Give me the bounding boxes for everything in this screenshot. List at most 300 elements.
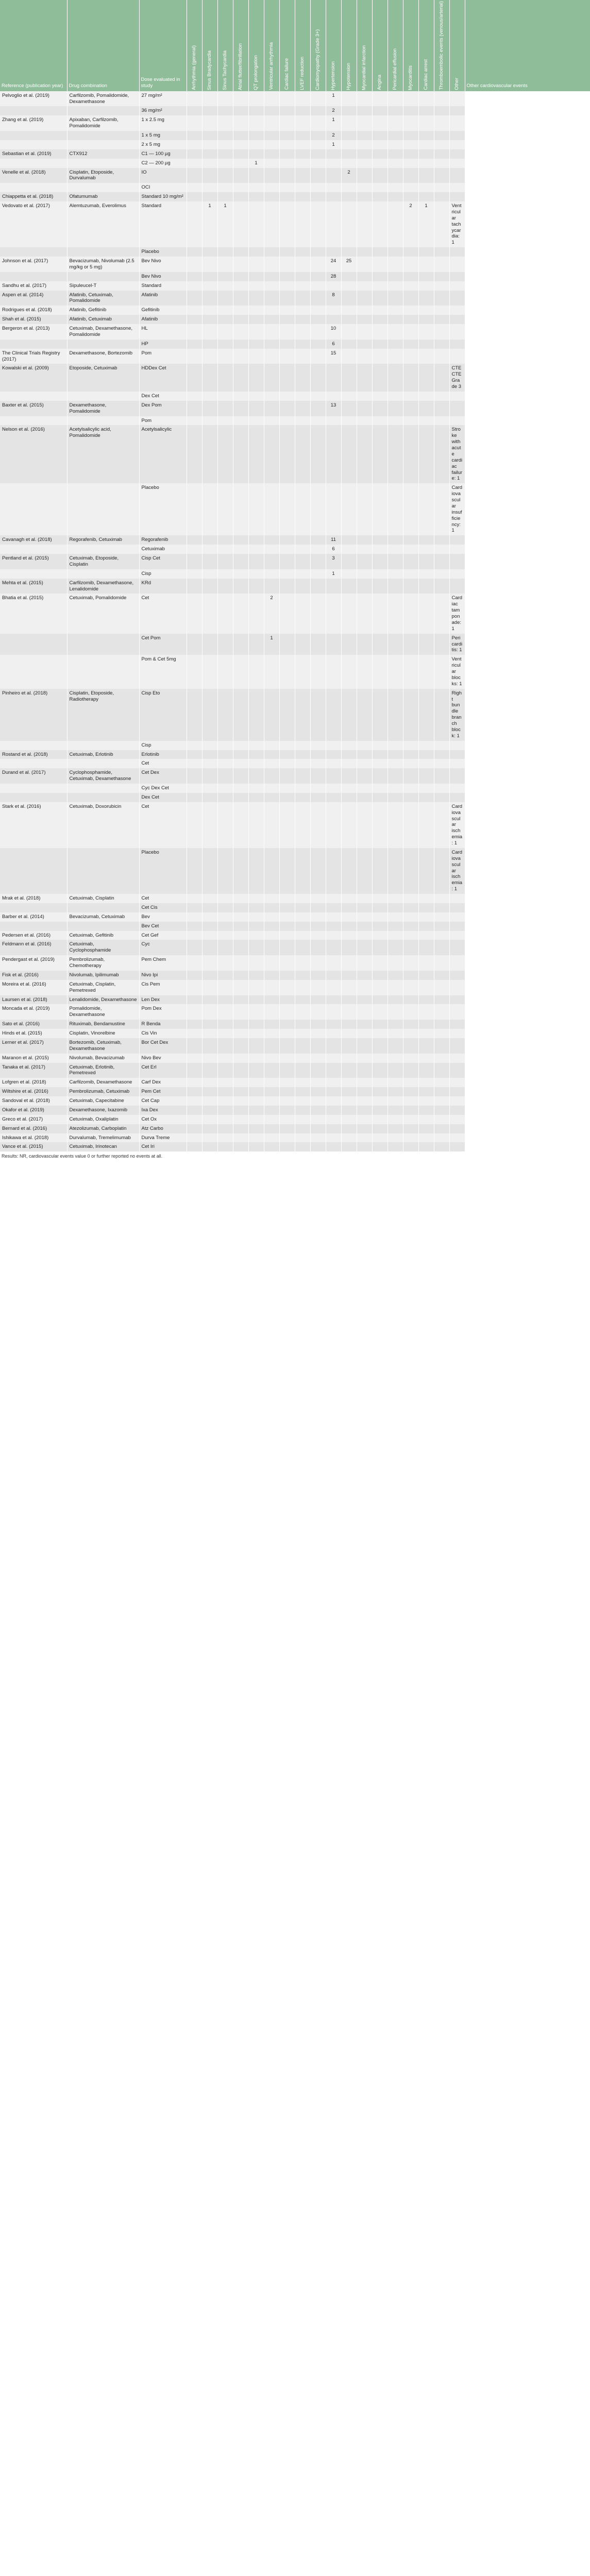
cell-count — [403, 1096, 418, 1106]
cell-other — [449, 416, 465, 426]
cell-count — [326, 1004, 341, 1020]
cell-count — [341, 364, 357, 392]
cell-dose: Cet Cap — [139, 1096, 187, 1106]
cell-count — [217, 955, 233, 971]
cell-count — [248, 955, 264, 971]
cell-count — [403, 425, 418, 483]
cell-count — [217, 971, 233, 980]
cell-count — [372, 425, 387, 483]
cell-count — [217, 115, 233, 131]
cell-count — [295, 1115, 310, 1124]
cell-drugs — [67, 140, 139, 149]
cell-drugs: Cisplatin, Vinorelbine — [67, 1029, 139, 1038]
cell-count — [434, 483, 449, 535]
cell-count — [310, 1078, 326, 1087]
cell-count — [217, 995, 233, 1005]
cell-count — [418, 980, 434, 995]
cell-count — [326, 1096, 341, 1106]
cell-count — [357, 759, 372, 768]
cell-count — [372, 955, 387, 971]
cell-count — [310, 579, 326, 594]
cell-other — [449, 1078, 465, 1087]
cell-study: Lofgren et al. (2018) — [0, 1078, 67, 1087]
cell-count — [372, 784, 387, 793]
cell-count — [233, 971, 248, 980]
cell-drugs — [67, 131, 139, 140]
cell-count — [357, 802, 372, 848]
cell-count — [372, 183, 387, 192]
cell-other — [449, 392, 465, 401]
cell-dose: 36 mg/m² — [139, 106, 187, 115]
cell-count — [279, 594, 295, 633]
cell-count — [187, 1029, 202, 1038]
cell-drugs — [67, 483, 139, 535]
cell-count — [248, 1038, 264, 1054]
cell-count — [403, 980, 418, 995]
cell-count — [310, 115, 326, 131]
cell-count: 1 — [326, 140, 341, 149]
cell-count — [295, 192, 310, 201]
cell-count — [326, 784, 341, 793]
table-row — [0, 980, 590, 995]
cell-count — [418, 894, 434, 903]
cell-count — [418, 483, 434, 535]
cell-count — [403, 483, 418, 535]
cell-count — [310, 750, 326, 759]
cell-dose: Pem Cet — [139, 1087, 187, 1096]
cell-count: 1 — [202, 201, 217, 247]
cell-other — [449, 324, 465, 340]
cell-count — [248, 315, 264, 324]
cell-drugs: Ofatumumab — [67, 192, 139, 201]
cell-count — [372, 192, 387, 201]
cell-count — [202, 340, 217, 349]
table-row — [0, 903, 590, 912]
cell-study: Pedersen et al. (2016) — [0, 931, 67, 940]
cell-count — [326, 1029, 341, 1038]
cell-count — [341, 594, 357, 633]
cell-count — [418, 554, 434, 569]
cell-count — [248, 1106, 264, 1115]
cell-count — [187, 416, 202, 426]
cell-drugs: Bevacizumab, Cetuximab — [67, 912, 139, 922]
cell-count — [372, 1133, 387, 1143]
cell-count — [418, 955, 434, 971]
cell-drugs: Cetuximab, Gefitinib — [67, 931, 139, 940]
cell-count — [279, 140, 295, 149]
cell-other: Ventricular blocks: 1 — [449, 655, 465, 688]
cell-count — [233, 159, 248, 168]
cell-count — [326, 759, 341, 768]
cell-count — [341, 106, 357, 115]
cell-count — [202, 349, 217, 364]
cell-count — [387, 995, 403, 1005]
cell-dose: C2 — 200 µg — [139, 159, 187, 168]
cell-count — [295, 115, 310, 131]
cell-count — [202, 1124, 217, 1133]
cell-count — [295, 340, 310, 349]
cell-count — [295, 392, 310, 401]
cell-count — [326, 306, 341, 315]
cell-count — [418, 750, 434, 759]
cell-count — [295, 554, 310, 569]
cell-count — [187, 848, 202, 894]
cell-count — [233, 1115, 248, 1124]
cell-count — [418, 903, 434, 912]
cell-count — [187, 281, 202, 291]
cell-count — [264, 272, 279, 281]
cell-count — [233, 1038, 248, 1054]
cell-count — [434, 257, 449, 272]
cell-count — [387, 1124, 403, 1133]
cell-other — [449, 784, 465, 793]
cell-study: Vedovato et al. (2017) — [0, 201, 67, 247]
table-row — [0, 802, 590, 848]
header-col-5: Ventricular arrhythmia — [264, 0, 279, 91]
cell-drugs — [67, 741, 139, 750]
cell-count — [248, 971, 264, 980]
cell-count — [248, 1063, 264, 1078]
cell-dose: Regorafenib — [139, 535, 187, 545]
table-row — [0, 1115, 590, 1124]
cell-count — [233, 759, 248, 768]
cell-count — [341, 1029, 357, 1038]
cell-count — [217, 131, 233, 140]
cell-study — [0, 759, 67, 768]
cell-count — [403, 995, 418, 1005]
cell-count — [202, 272, 217, 281]
cell-count — [187, 971, 202, 980]
cell-count — [248, 931, 264, 940]
cell-count — [372, 912, 387, 922]
cell-count — [326, 183, 341, 192]
cell-count — [357, 980, 372, 995]
cell-count — [434, 1133, 449, 1143]
cell-count — [310, 689, 326, 741]
cell-dose: Dex Cet — [139, 392, 187, 401]
cell-count — [295, 324, 310, 340]
cell-count — [279, 1133, 295, 1143]
cell-count — [341, 1124, 357, 1133]
cell-count — [357, 1087, 372, 1096]
cell-count — [295, 483, 310, 535]
cell-count — [279, 784, 295, 793]
cell-count — [372, 247, 387, 257]
cell-other — [449, 759, 465, 768]
cell-count — [233, 802, 248, 848]
cell-count — [187, 1133, 202, 1143]
cell-count — [434, 192, 449, 201]
cell-count — [357, 1142, 372, 1151]
cell-count — [279, 291, 295, 306]
cell-count — [233, 401, 248, 416]
cell-drugs: Carfilzomib, Dexamethasone, Lenalidomide — [67, 579, 139, 594]
cell-count — [217, 192, 233, 201]
cell-count — [403, 784, 418, 793]
cell-count — [341, 201, 357, 247]
cell-count — [357, 306, 372, 315]
cell-count — [187, 131, 202, 140]
cell-count — [187, 634, 202, 655]
cell-study — [0, 793, 67, 802]
cell-count — [403, 281, 418, 291]
cell-count — [434, 340, 449, 349]
cell-other — [449, 1029, 465, 1038]
cell-count — [357, 483, 372, 535]
cell-count — [372, 1004, 387, 1020]
cell-count — [279, 159, 295, 168]
cell-count — [341, 306, 357, 315]
cell-count — [264, 306, 279, 315]
cell-count — [217, 741, 233, 750]
cell-count — [372, 1038, 387, 1054]
cell-count — [326, 281, 341, 291]
cell-count — [295, 1087, 310, 1096]
cell-count — [310, 183, 326, 192]
cell-dose: Cyc Dex Cet — [139, 784, 187, 793]
cell-count — [372, 554, 387, 569]
cell-count — [295, 971, 310, 980]
cell-count — [295, 784, 310, 793]
cell-count — [310, 912, 326, 922]
cell-count — [295, 768, 310, 784]
cell-count — [310, 392, 326, 401]
cell-other — [449, 971, 465, 980]
cell-dose: Cet Cis — [139, 903, 187, 912]
cell-other — [449, 183, 465, 192]
cell-count — [418, 106, 434, 115]
cell-count — [233, 483, 248, 535]
cell-study: Barber et al. (2014) — [0, 912, 67, 922]
cell-count — [403, 1087, 418, 1096]
cell-count — [248, 922, 264, 931]
cell-count — [217, 140, 233, 149]
cell-study: Sebastian et al. (2019) — [0, 149, 67, 159]
cell-count — [418, 741, 434, 750]
cell-count — [418, 281, 434, 291]
cell-count — [248, 183, 264, 192]
cell-count — [202, 940, 217, 955]
cell-count — [264, 247, 279, 257]
cell-count — [217, 315, 233, 324]
cell-count — [248, 1115, 264, 1124]
cell-count — [341, 131, 357, 140]
cell-count — [341, 940, 357, 955]
cell-count — [310, 903, 326, 912]
table-row — [0, 483, 590, 535]
cell-count — [202, 912, 217, 922]
cell-count — [295, 159, 310, 168]
cell-count — [295, 1096, 310, 1106]
cell-dose: Dex Cet — [139, 793, 187, 802]
cell-count — [279, 545, 295, 554]
cell-count: 1 — [326, 115, 341, 131]
cell-count — [248, 1133, 264, 1143]
cell-count — [248, 759, 264, 768]
cell-count — [202, 131, 217, 140]
cell-count — [279, 569, 295, 579]
cell-count — [233, 281, 248, 291]
cell-count — [434, 980, 449, 995]
cell-other — [449, 306, 465, 315]
cell-count — [310, 793, 326, 802]
cell-count — [279, 392, 295, 401]
cell-count — [418, 569, 434, 579]
cell-count — [357, 922, 372, 931]
cell-count — [264, 768, 279, 784]
cell-other — [449, 340, 465, 349]
cell-count — [295, 1054, 310, 1063]
cell-count — [434, 91, 449, 107]
cell-count — [434, 281, 449, 291]
cell-count — [357, 634, 372, 655]
header-col-17: Other — [449, 0, 465, 91]
cell-count — [357, 689, 372, 741]
cell-count — [233, 168, 248, 183]
table-row — [0, 1096, 590, 1106]
cell-count — [434, 168, 449, 183]
cell-count — [202, 425, 217, 483]
cell-count — [341, 1087, 357, 1096]
cell-dose: Nivo Bev — [139, 1054, 187, 1063]
cell-count — [217, 784, 233, 793]
cell-count — [341, 401, 357, 416]
cell-count — [387, 416, 403, 426]
cell-count — [310, 91, 326, 107]
cell-count — [434, 922, 449, 931]
cell-count — [279, 106, 295, 115]
cell-count — [418, 1124, 434, 1133]
cell-count — [264, 980, 279, 995]
cell-study: Sandoval et al. (2018) — [0, 1096, 67, 1106]
cell-study: Aspen et al. (2014) — [0, 291, 67, 306]
table-row — [0, 1029, 590, 1038]
cell-count — [387, 392, 403, 401]
cell-count — [295, 1029, 310, 1038]
cell-study — [0, 140, 67, 149]
cell-count — [341, 1096, 357, 1106]
cell-count — [403, 272, 418, 281]
cell-count — [202, 257, 217, 272]
cell-count — [418, 689, 434, 741]
cell-count — [434, 306, 449, 315]
cell-count — [418, 1115, 434, 1124]
cell-count — [357, 931, 372, 940]
cell-count — [217, 1020, 233, 1029]
cell-drugs — [67, 634, 139, 655]
cell-drugs: Pembrolizumab, Chemotherapy — [67, 955, 139, 971]
cell-count — [279, 192, 295, 201]
cell-count — [187, 349, 202, 364]
cell-count — [372, 392, 387, 401]
cell-count: 2 — [403, 201, 418, 247]
cell-count — [326, 201, 341, 247]
cell-count — [357, 1124, 372, 1133]
cell-count — [418, 1063, 434, 1078]
cell-count — [264, 1115, 279, 1124]
cell-count — [357, 272, 372, 281]
cell-count — [372, 131, 387, 140]
cell-count — [310, 272, 326, 281]
cell-count — [387, 741, 403, 750]
cell-count — [403, 535, 418, 545]
cell-count — [341, 183, 357, 192]
cell-count — [372, 535, 387, 545]
cell-other: Cardiovascular insufficiency: 1 — [449, 483, 465, 535]
cell-count — [187, 655, 202, 688]
cell-count — [202, 149, 217, 159]
cell-count — [233, 931, 248, 940]
cell-count — [248, 364, 264, 392]
cell-study — [0, 416, 67, 426]
cell-study: Rostand et al. (2018) — [0, 750, 67, 759]
cell-count — [264, 579, 279, 594]
cell-count — [279, 1063, 295, 1078]
cell-count — [326, 912, 341, 922]
cell-count — [418, 971, 434, 980]
cell-count — [279, 759, 295, 768]
cell-count: 1 — [248, 159, 264, 168]
cell-other — [449, 1142, 465, 1151]
cell-count — [310, 784, 326, 793]
cell-count — [310, 1063, 326, 1078]
cell-drugs — [67, 655, 139, 688]
cell-count — [357, 768, 372, 784]
cell-count — [248, 115, 264, 131]
cell-count — [387, 1038, 403, 1054]
cell-count — [341, 750, 357, 759]
cell-count — [434, 535, 449, 545]
cell-count — [434, 1004, 449, 1020]
cell-count — [326, 315, 341, 324]
cell-count — [295, 1133, 310, 1143]
table-row — [0, 281, 590, 291]
cell-other — [449, 922, 465, 931]
cell-drugs — [67, 759, 139, 768]
cell-drugs — [67, 106, 139, 115]
cell-other — [449, 894, 465, 903]
cell-count — [233, 903, 248, 912]
cell-count — [217, 579, 233, 594]
cell-drugs: Bevacizumab, Nivolumab (2.5 mg/kg or 5 mg) — [67, 257, 139, 272]
cell-count — [248, 894, 264, 903]
cell-drugs: Cetuximab, Capecitabine — [67, 1096, 139, 1106]
cell-count — [372, 315, 387, 324]
cell-count — [341, 1004, 357, 1020]
cell-drugs: Atezolizumab, Carboplatin — [67, 1124, 139, 1133]
cell-count — [357, 955, 372, 971]
cell-count: 10 — [326, 324, 341, 340]
cell-other — [449, 149, 465, 159]
cell-count — [341, 159, 357, 168]
cell-count — [434, 1106, 449, 1115]
cell-count — [341, 848, 357, 894]
cell-count — [295, 272, 310, 281]
cell-count — [187, 569, 202, 579]
cell-count — [341, 340, 357, 349]
cell-count — [341, 784, 357, 793]
cell-count — [264, 168, 279, 183]
cell-count — [434, 140, 449, 149]
cell-count — [202, 931, 217, 940]
cell-count — [217, 291, 233, 306]
cell-count: 28 — [326, 272, 341, 281]
cell-study: Pendergast et al. (2019) — [0, 955, 67, 971]
cell-count — [418, 545, 434, 554]
cell-other — [449, 1133, 465, 1143]
cell-count — [310, 315, 326, 324]
cell-dose: C1 — 100 µg — [139, 149, 187, 159]
